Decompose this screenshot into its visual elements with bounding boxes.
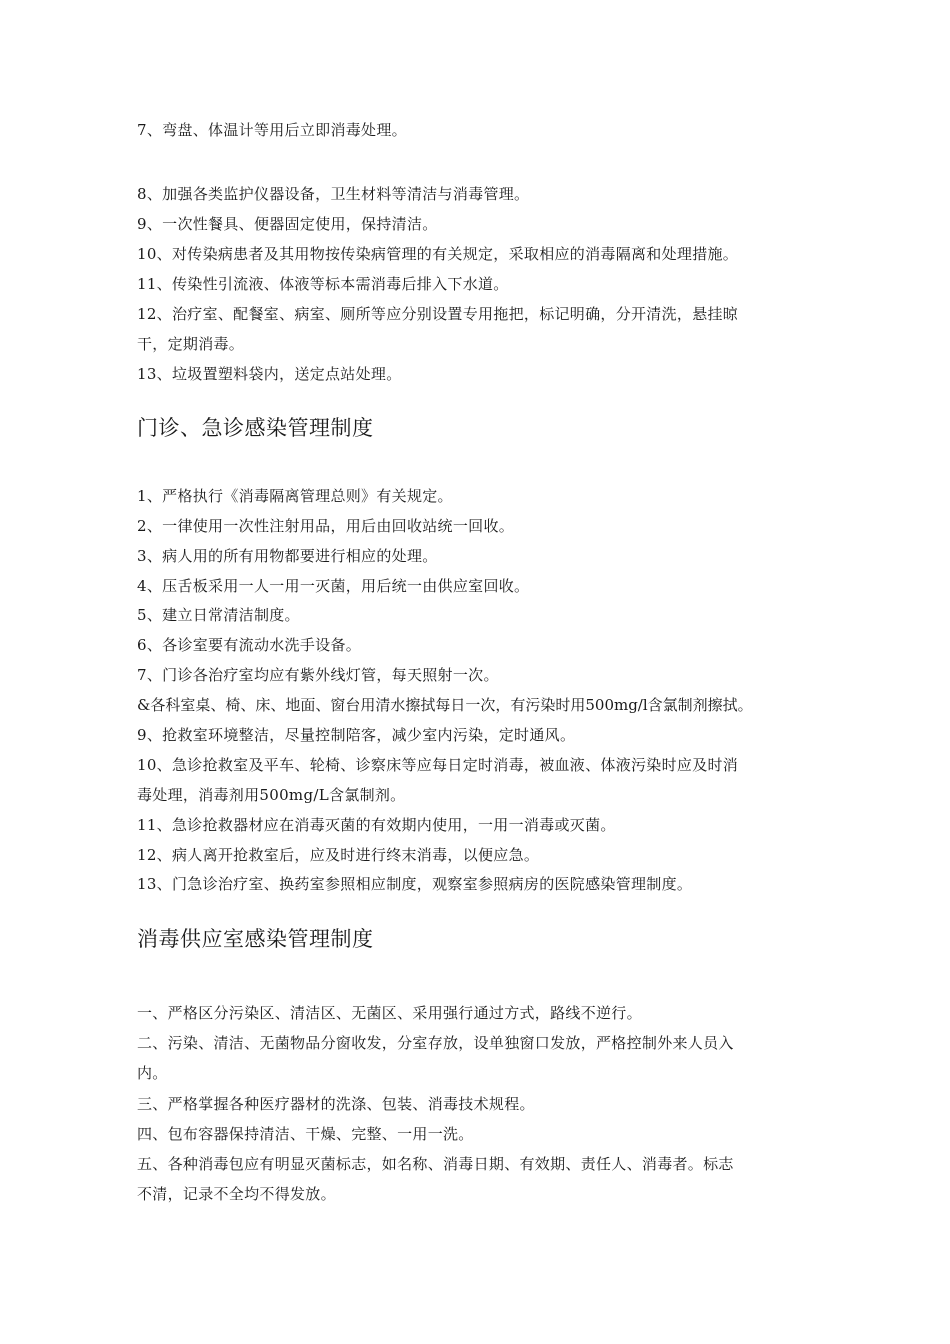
rule-line-supply-2: 二、污染、清洁、无菌物品分窗收发，分室存放，设单独窗口发放，严格控制外来人员入 xyxy=(137,1034,734,1052)
rule-line-outpatient-12: 12、病人离开抢救室后，应及时进行终末消毒，以便应急。 xyxy=(137,846,540,864)
rule-line-outpatient-4: 4、压舌板采用一人一用一灭菌，用后统一由供应室回收。 xyxy=(137,577,530,595)
rule-line-outpatient-13: 13、门急诊治疗室、换药室参照相应制度，观察室参照病房的医院感染管理制度。 xyxy=(137,875,693,893)
rule-line-ward-12-cont: 干，定期消毒。 xyxy=(137,335,245,353)
rule-line-ward-12: 12、治疗室、配餐室、病室、厕所等应分别设置专用拖把，标记明确，分开清洗，悬挂晾 xyxy=(137,305,739,323)
rule-line-outpatient-3: 3、病人用的所有用物都要进行相应的处理。 xyxy=(137,547,438,565)
rule-line-ward-11: 11、传染性引流液、体液等标本需消毒后排入下水道。 xyxy=(137,275,509,293)
section-heading-supply: 消毒供应室感染管理制度 xyxy=(137,927,374,951)
rule-line-supply-5: 五、各种消毒包应有明显灭菌标志，如名称、消毒日期、有效期、责任人、消毒者。标志 xyxy=(137,1155,734,1173)
rule-line-outpatient-6: 6、各诊室要有流动水洗手设备。 xyxy=(137,636,362,654)
rule-line-ward-8: 8、加强各类监护仪器设备，卫生材料等清洁与消毒管理。 xyxy=(137,185,530,203)
rule-line-ward-10: 10、对传染病患者及其用物按传染病管理的有关规定，采取相应的消毒隔离和处理措施。 xyxy=(137,245,739,263)
rule-line-outpatient-10: 10、急诊抢救室及平车、轮椅、诊察床等应每日定时消毒，被血液、体液污染时应及时消 xyxy=(137,756,739,774)
rule-line-outpatient-9: 9、抢救室环境整洁，尽量控制陪客，减少室内污染，定时通风。 xyxy=(137,726,576,744)
section-heading-outpatient: 门诊、急诊感染管理制度 xyxy=(137,416,374,440)
rule-line-outpatient-10-cont: 毒处理，消毒剂用500mg/L含氯制剂。 xyxy=(137,786,406,804)
rule-line-outpatient-2: 2、一律使用一次性注射用品，用后由回收站统一回收。 xyxy=(137,517,515,535)
rule-line-supply-5-cont: 不清，记录不全均不得发放。 xyxy=(137,1185,336,1203)
rule-line-outpatient-8: &各科室桌、椅、床、地面、窗台用清水擦拭每日一次，有污染时用500mg/l含氯制剂擦拭。 xyxy=(137,696,753,714)
rule-line-supply-4: 四、包布容器保持清洁、干燥、完整、一用一洗。 xyxy=(137,1125,474,1143)
rule-line-outpatient-5: 5、建立日常清洁制度。 xyxy=(137,606,300,624)
rule-line-outpatient-7: 7、门诊各治疗室均应有紫外线灯管，每天照射一次。 xyxy=(137,666,499,684)
rule-line-ward-13: 13、垃圾置塑料袋内，送定点站处理。 xyxy=(137,365,402,383)
rule-line-ward-9: 9、一次性餐具、便器固定使用，保持清洁。 xyxy=(137,215,438,233)
rule-line-supply-1: 一、严格区分污染区、清洁区、无菌区、采用强行通过方式，路线不逆行。 xyxy=(137,1004,642,1022)
rule-line-outpatient-11: 11、急诊抢救器材应在消毒灭菌的有效期内使用，一用一消毒或灭菌。 xyxy=(137,816,616,834)
rule-line-supply-3: 三、严格掌握各种医疗器材的洗涤、包装、消毒技术规程。 xyxy=(137,1095,535,1113)
rule-line-ward-7: 7、弯盘、体温计等用后立即消毒处理。 xyxy=(137,121,407,139)
rule-line-outpatient-1: 1、严格执行《消毒隔离管理总则》有关规定。 xyxy=(137,487,453,505)
rule-line-supply-2-cont: 内。 xyxy=(137,1064,168,1082)
